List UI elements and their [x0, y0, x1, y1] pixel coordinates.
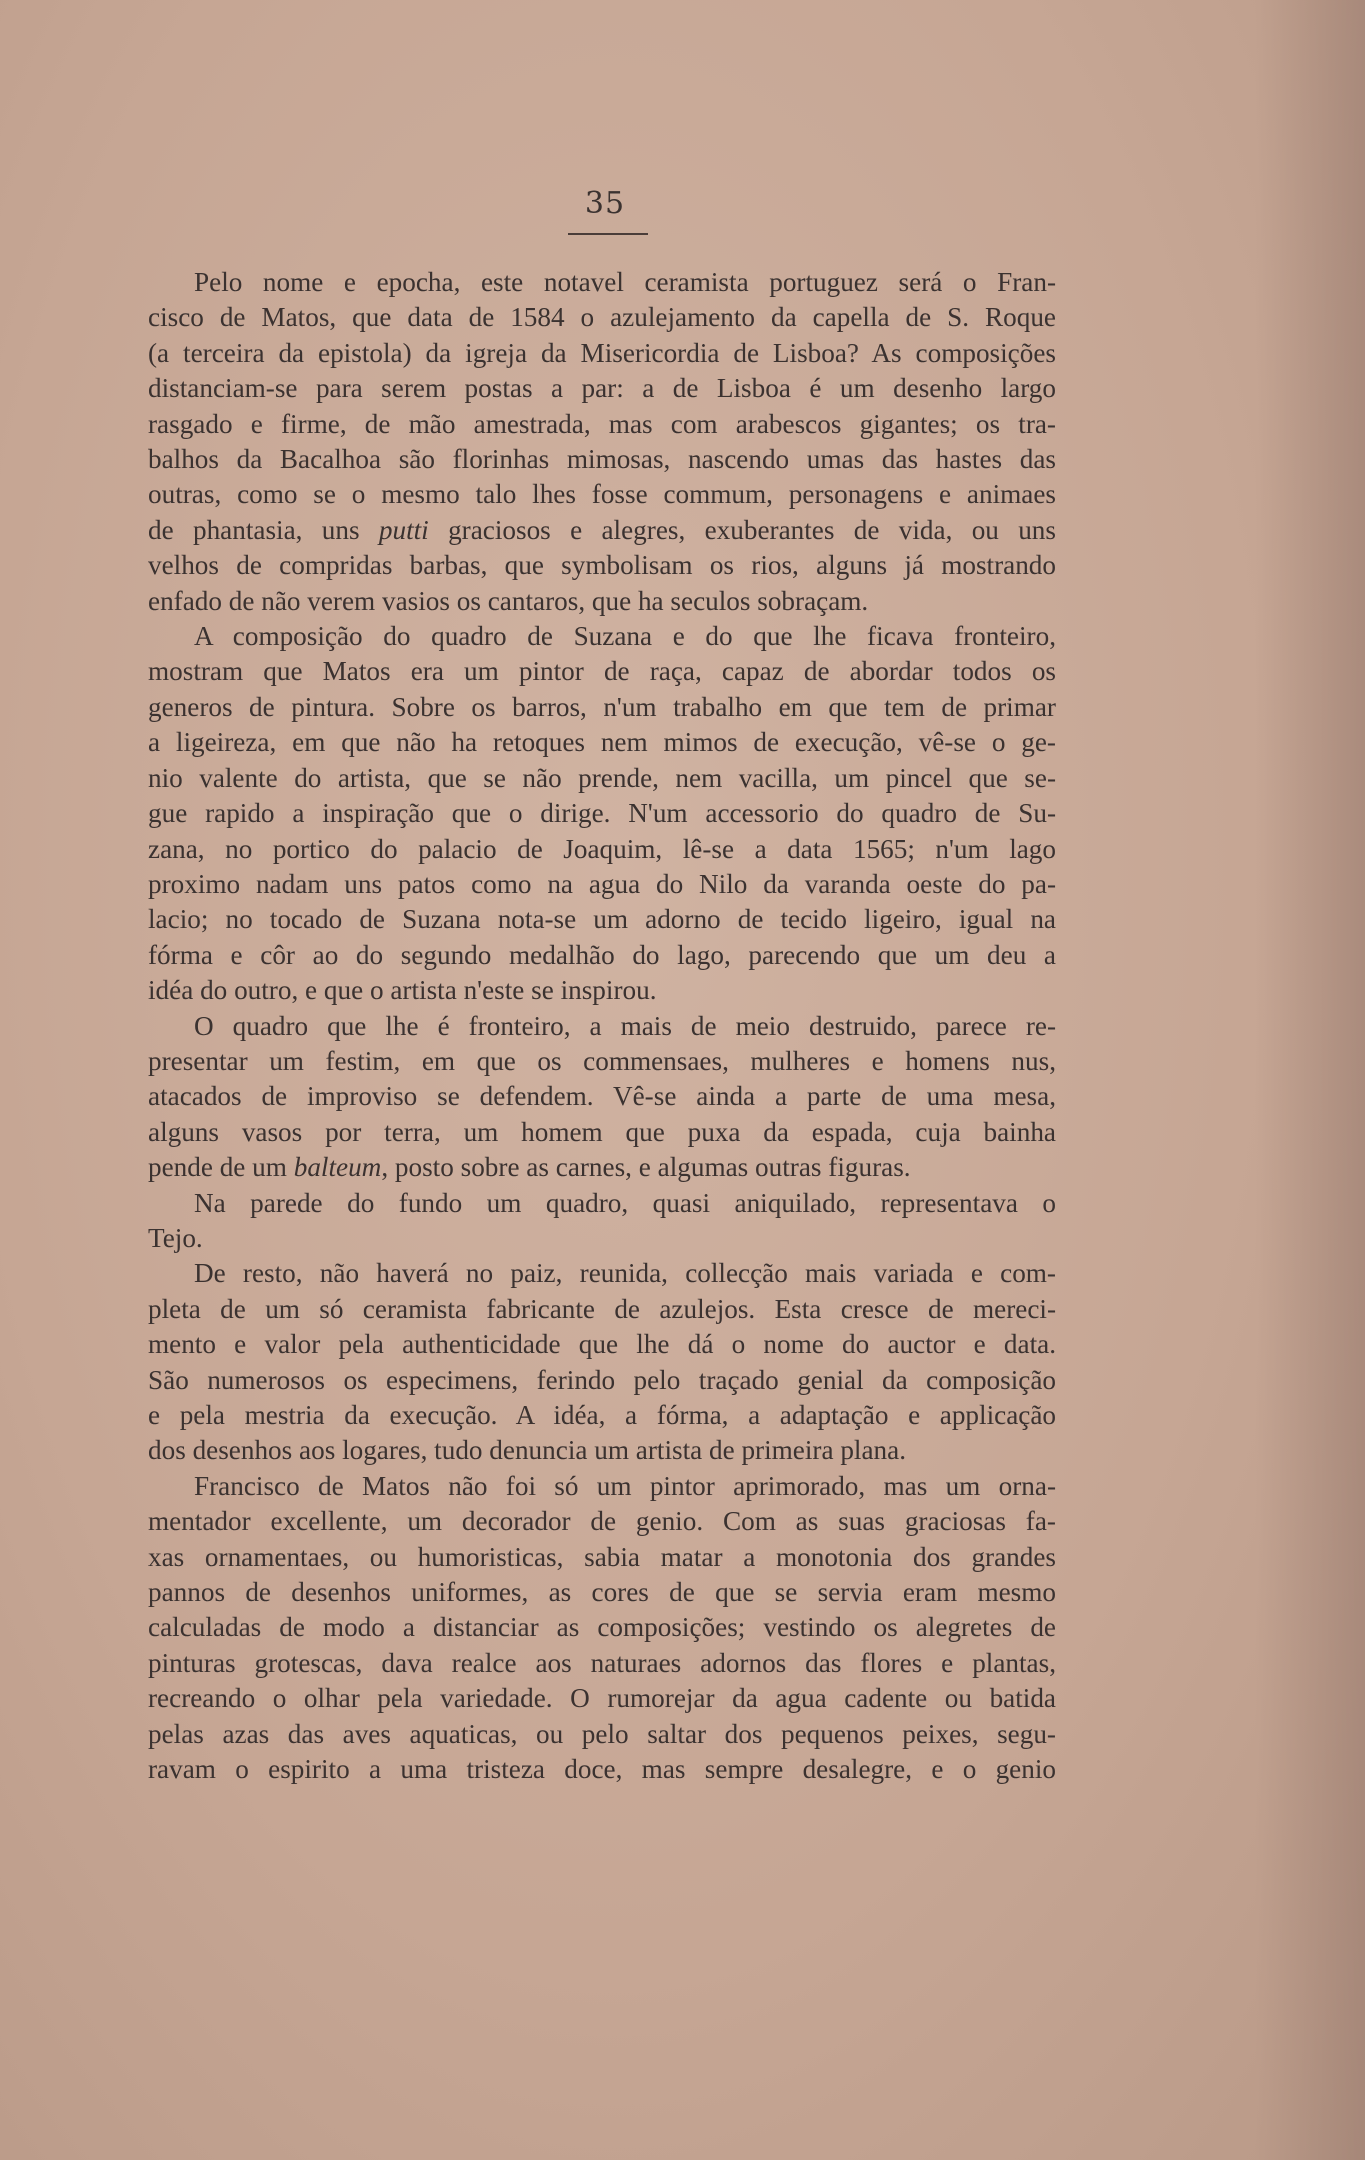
text-line: pannos de desenhos uniformes, as cores de que se servia eram mesmo — [148, 1577, 1056, 1608]
text-line: nio valente do artista, que se não prende, nem vacilla, um pincel que se- — [148, 762, 1056, 793]
text-line: Pelo nome e epocha, este notavel ceramista portuguez será o Fran- — [194, 267, 1056, 297]
text-line: e pela mestria da execução. A idéa, a fórma, a adaptação e applicação — [148, 1400, 1056, 1430]
paragraph — [148, 619, 1056, 1008]
text-line: De resto, não haverá no paiz, reunida, collecção mais variada e com- — [194, 1258, 1056, 1289]
page-number: 35 — [584, 186, 626, 221]
text-line: xas ornamentaes, ou humoristicas, sabia matar a monotonia dos grandes — [148, 1541, 1056, 1572]
text-line: calculadas de modo a distanciar as composições; vestindo os alegretes de — [148, 1612, 1056, 1643]
paragraph — [148, 1186, 1056, 1257]
text-line: atacados de improviso se defendem. Vê-se ainda a parte de uma mesa, — [148, 1081, 1056, 1112]
page-edge-shadow — [1255, 0, 1365, 2160]
text-line: O quadro que lhe é fronteiro, a mais de meio destruido, parece re- — [194, 1010, 1056, 1041]
text-line: fórma e côr ao do segundo medalhão do lago, parecendo que um deu a — [148, 939, 1056, 970]
text-line: distanciam-se para serem postas a par: a de Lisboa é um desenho largo — [148, 373, 1056, 404]
text-line: pleta de um só ceramista fabricante de azulejos. Esta cresce de mereci- — [148, 1293, 1056, 1324]
text-line: Na parede do fundo um quadro, quasi aniquilado, representava o — [194, 1187, 1056, 1218]
text-line: alguns vasos por terra, um homem que puxa da espada, cuja bainha — [148, 1116, 1056, 1147]
text-line: enfado de não verem vasios os cantaros, que ha seculos sobraçam. — [148, 585, 869, 616]
text-line: lacio; no tocado de Suzana nota-se um adorno de tecido ligeiro, igual na — [148, 904, 1056, 935]
text-line: proximo nadam uns patos como na agua do Nilo da varanda oeste do pa- — [148, 868, 1056, 899]
text-line: idéa do outro, e que o artista n'este se inspirou. — [148, 975, 657, 1006]
text-line: ravam o espirito a uma tristeza doce, mas sempre desalegre, e o genio — [148, 1754, 1056, 1785]
text-line: a ligeireza, em que não ha retoques nem mimos de execução, vê-se o ge- — [148, 727, 1056, 758]
text-line: gue rapido a inspiração que o dirige. N'um accessorio do quadro de Su- — [148, 798, 1056, 829]
paragraph — [148, 1256, 1056, 1468]
paragraph — [148, 1009, 1056, 1186]
text-line: outras, como se o mesmo talo lhes fosse commum, personagens e animaes — [148, 479, 1056, 510]
text-line: pende de um balteum, posto sobre as carnes, e algumas outras figuras. — [148, 1152, 911, 1183]
text-line: Tejo. — [148, 1222, 203, 1253]
text-line: cisco de Matos, que data de 1584 o azulejamento da capella de S. Roque — [148, 302, 1056, 333]
text-line: (a terceira da epistola) da igreja da Misericordia de Lisboa? As composições — [148, 337, 1056, 368]
text-line: São numerosos os especimens, ferindo pelo traçado genial da composição — [148, 1364, 1056, 1395]
text-line: rasgado e firme, de mão amestrada, mas com arabescos gigantes; os tra- — [148, 408, 1056, 439]
paragraph — [148, 265, 1056, 619]
text-line: A composição do quadro de Suzana e do que lhe ficava fronteiro, — [194, 621, 1056, 652]
text-line: generos de pintura. Sobre os barros, n'um trabalho em que tem de primar — [148, 691, 1056, 722]
text-line: pelas azas das aves aquaticas, ou pelo saltar dos pequenos peixes, segu- — [148, 1718, 1056, 1749]
paragraph — [148, 1469, 1056, 1788]
text-line: velhos de compridas barbas, que symbolisam os rios, alguns já mostrando — [148, 550, 1056, 581]
page-number-underline — [568, 233, 648, 235]
text-line: zana, no portico do palacio de Joaquim, lê-se a data 1565; n'um lago — [148, 833, 1056, 864]
text-line: dos desenhos aos logares, tudo denuncia um artista de primeira plana. — [148, 1435, 907, 1466]
body-text — [148, 265, 1056, 1787]
text-line: presentar um festim, em que os commensaes, mulheres e homens nus, — [148, 1045, 1056, 1076]
text-line: mento e valor pela authenticidade que lhe dá o nome do auctor e data. — [148, 1329, 1056, 1360]
text-line: pinturas grotescas, dava realce aos naturaes adornos das flores e plantas, — [148, 1647, 1056, 1678]
text-line: Francisco de Matos não foi só um pintor aprimorado, mas um orna- — [194, 1470, 1056, 1501]
text-line: mentador excellente, um decorador de genio. Com as suas graciosas fa- — [148, 1506, 1056, 1537]
text-line: balhos da Bacalhoa são florinhas mimosas, nascendo umas das hastes das — [148, 444, 1056, 475]
text-line: de phantasia, uns putti graciosos e alegres, exuberantes de vida, ou uns — [148, 514, 1056, 545]
text-line: mostram que Matos era um pintor de raça, capaz de abordar todos os — [148, 656, 1056, 687]
text-line: recreando o olhar pela variedade. O rumorejar da agua cadente ou batida — [148, 1683, 1056, 1714]
